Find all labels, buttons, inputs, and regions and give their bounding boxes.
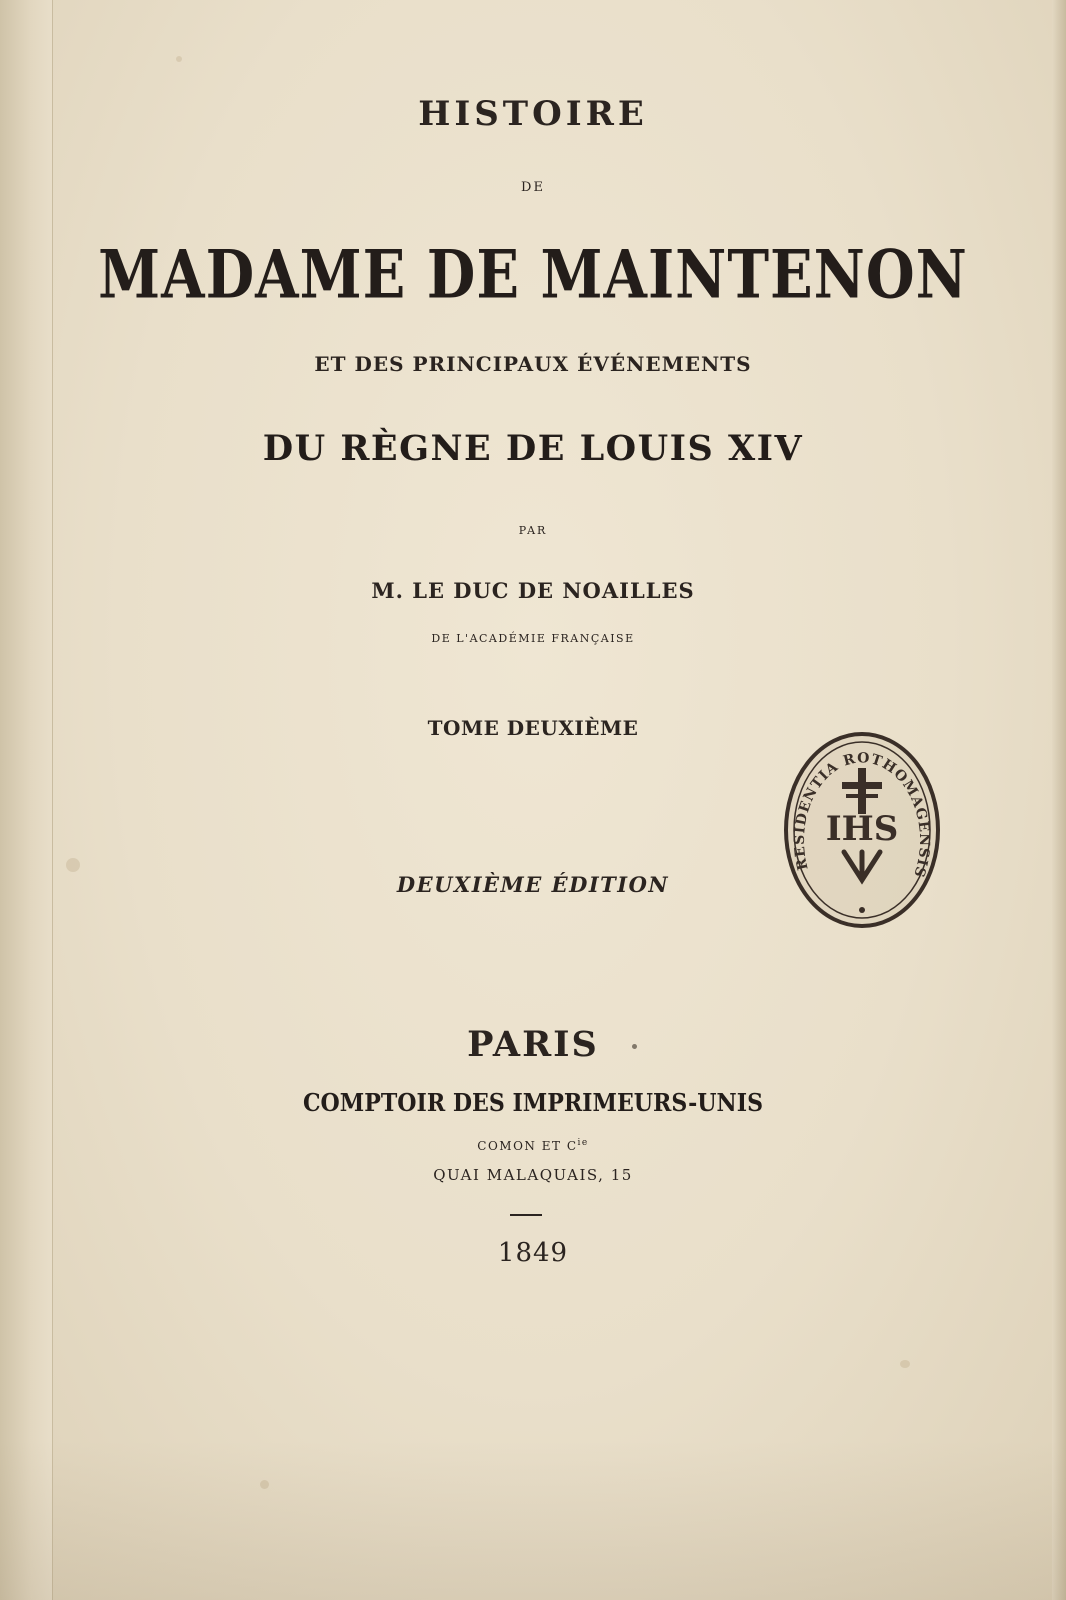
foxing-spot [260, 1480, 269, 1489]
title-subject: MADAME DE MAINTENON [98, 236, 968, 314]
subtitle-line-2: DU RÈGNE DE LOUIS XIV [262, 428, 804, 469]
publisher-sub-main: COMON ET C [477, 1139, 578, 1153]
stamp-ring-text: RESIDENTIA ROTHOMAGENSIS [791, 750, 933, 880]
title-de: DE [521, 180, 545, 195]
imprint-publisher: COMPTOIR DES IMPRIMEURS-UNIS [302, 1088, 764, 1117]
imprint-rule [510, 1214, 542, 1216]
volume-label: TOME DEUXIÈME [427, 716, 639, 740]
library-stamp [782, 730, 942, 930]
stamp-center-text: IHS [825, 809, 899, 849]
title-histoire: HISTOIRE [418, 94, 648, 134]
foxing-spot [176, 56, 182, 62]
author-name: M. LE DUC DE NOAILLES [371, 578, 695, 603]
foxing-spot [66, 858, 80, 872]
imprint-city: PARIS [467, 1024, 599, 1065]
page-shadow [0, 1440, 1066, 1600]
imprint-publisher-sub [0, 1138, 1066, 1153]
imprint-address: QUAI MALAQUAIS, 15 [433, 1166, 633, 1184]
subtitle-line-1: ET DES PRINCIPAUX ÉVÉNEMENTS [314, 352, 752, 376]
imprint-year: 1849 [497, 1238, 569, 1268]
publisher-sub-sup: ie [577, 1138, 589, 1148]
edition-label: DEUXIÈME ÉDITION [396, 872, 670, 897]
by-label: PAR [518, 524, 548, 537]
author-affiliation: DE L'ACADÉMIE FRANÇAISE [431, 632, 635, 645]
foxing-spot [900, 1360, 910, 1368]
